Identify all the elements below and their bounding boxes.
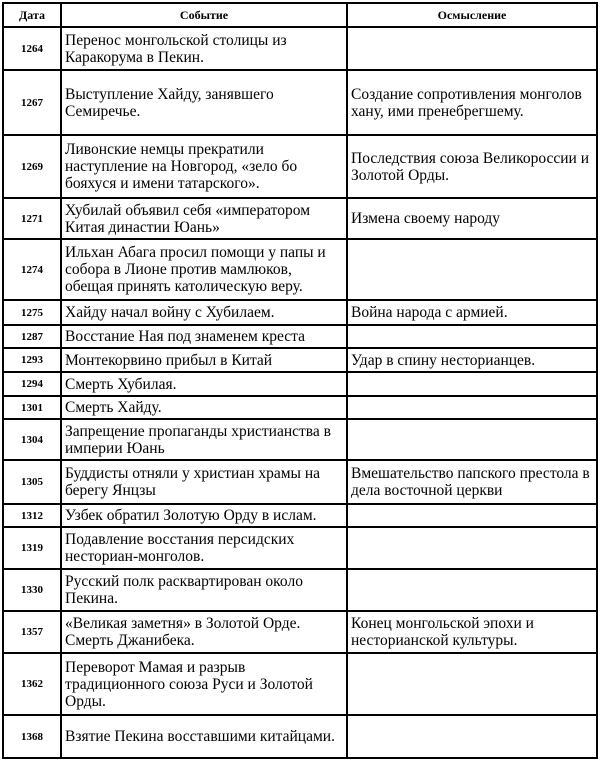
meaning-cell xyxy=(347,27,597,70)
meaning-cell xyxy=(347,325,597,348)
date-cell: 1271 xyxy=(3,198,61,239)
date-cell: 1368 xyxy=(3,715,61,758)
meaning-cell: Создание сопротивления монголов хану, ими пренебрегшему. xyxy=(347,70,597,135)
meaning-cell xyxy=(347,396,597,419)
date-cell: 1293 xyxy=(3,348,61,372)
event-cell: Переворот Мамая и разрыв традиционного союза Руси и Золотой Орды. xyxy=(61,653,347,715)
table-row xyxy=(3,300,597,325)
header-event: Событие xyxy=(61,3,347,27)
table-row xyxy=(3,527,597,569)
table-row xyxy=(3,653,597,715)
date-cell: 1269 xyxy=(3,135,61,198)
meaning-cell: Война народа с армией. xyxy=(347,300,597,325)
table-row xyxy=(3,396,597,419)
meaning-cell xyxy=(347,653,597,715)
event-cell: Восстание Ная под знаменем креста xyxy=(61,325,347,348)
meaning-cell xyxy=(347,372,597,396)
table-row xyxy=(3,569,597,611)
event-cell: Русский полк расквартирован около Пекина. xyxy=(61,569,347,611)
meaning-cell xyxy=(347,239,597,300)
header-meaning: Осмысление xyxy=(347,3,597,27)
date-cell: 1301 xyxy=(3,396,61,419)
table-row xyxy=(3,460,597,504)
meaning-cell xyxy=(347,504,597,527)
table-row xyxy=(3,325,597,348)
table-row xyxy=(3,715,597,758)
meaning-cell: Последствия союза Великороссии и Золотой Орды. xyxy=(347,135,597,198)
date-cell: 1305 xyxy=(3,460,61,504)
meaning-cell xyxy=(347,715,597,758)
date-cell: 1312 xyxy=(3,504,61,527)
table-row xyxy=(3,504,597,527)
meaning-cell xyxy=(347,569,597,611)
date-cell: 1267 xyxy=(3,70,61,135)
date-cell: 1330 xyxy=(3,569,61,611)
date-cell: 1287 xyxy=(3,325,61,348)
event-cell: Буддисты отняли у христиан храмы на берегу Янцзы xyxy=(61,460,347,504)
meaning-cell: Конец монгольской эпохи и несторианской культуры. xyxy=(347,611,597,653)
meaning-cell: Измена своему народу xyxy=(347,198,597,239)
date-cell: 1357 xyxy=(3,611,61,653)
date-cell: 1294 xyxy=(3,372,61,396)
event-cell: Подавление восстания персидских несториан-монголов. xyxy=(61,527,347,569)
table-row xyxy=(3,198,597,239)
event-cell: Смерть Хайду. xyxy=(61,396,347,419)
meaning-cell xyxy=(347,527,597,569)
event-cell: «Великая заметня» в Золотой Орде. Смерть Джанибека. xyxy=(61,611,347,653)
table-row xyxy=(3,372,597,396)
date-cell: 1362 xyxy=(3,653,61,715)
event-cell: Узбек обратил Золотую Орду в ислам. xyxy=(61,504,347,527)
table-row xyxy=(3,419,597,460)
event-cell: Хайду начал войну с Хубилаем. xyxy=(61,300,347,325)
event-cell: Ильхан Абага просил помощи у папы и собора в Лионе против мамлюков, обещая принять католическую веру. xyxy=(61,239,347,300)
event-cell: Перенос монгольской столицы из Каракорума в Пекин. xyxy=(61,27,347,70)
date-cell: 1274 xyxy=(3,239,61,300)
date-cell: 1319 xyxy=(3,527,61,569)
table-row xyxy=(3,348,597,372)
table-row xyxy=(3,70,597,135)
table-row xyxy=(3,135,597,198)
event-cell: Выступление Хайду, занявшего Семиречье. xyxy=(61,70,347,135)
header-date: Дата xyxy=(3,3,61,27)
meaning-cell: Вмешательство папского престола в дела восточной церкви xyxy=(347,460,597,504)
table-row xyxy=(3,27,597,70)
chronology-table xyxy=(2,2,598,759)
event-cell: Взятие Пекина восставшими китайцами. xyxy=(61,715,347,758)
table-row xyxy=(3,239,597,300)
event-cell: Смерть Хубилая. xyxy=(61,372,347,396)
event-cell: Монтекорвино прибыл в Китай xyxy=(61,348,347,372)
date-cell: 1275 xyxy=(3,300,61,325)
date-cell: 1264 xyxy=(3,27,61,70)
header-row xyxy=(3,3,597,27)
event-cell: Запрещение пропаганды христианства в империи Юань xyxy=(61,419,347,460)
event-cell: Ливонские немцы прекратили наступление на Новгород, «зело бо бояхуся и имени татарского». xyxy=(61,135,347,198)
event-cell: Хубилай объявил себя «императором Китая династии Юань» xyxy=(61,198,347,239)
table-row xyxy=(3,611,597,653)
date-cell: 1304 xyxy=(3,419,61,460)
meaning-cell: Удар в спину несторианцев. xyxy=(347,348,597,372)
meaning-cell xyxy=(347,419,597,460)
